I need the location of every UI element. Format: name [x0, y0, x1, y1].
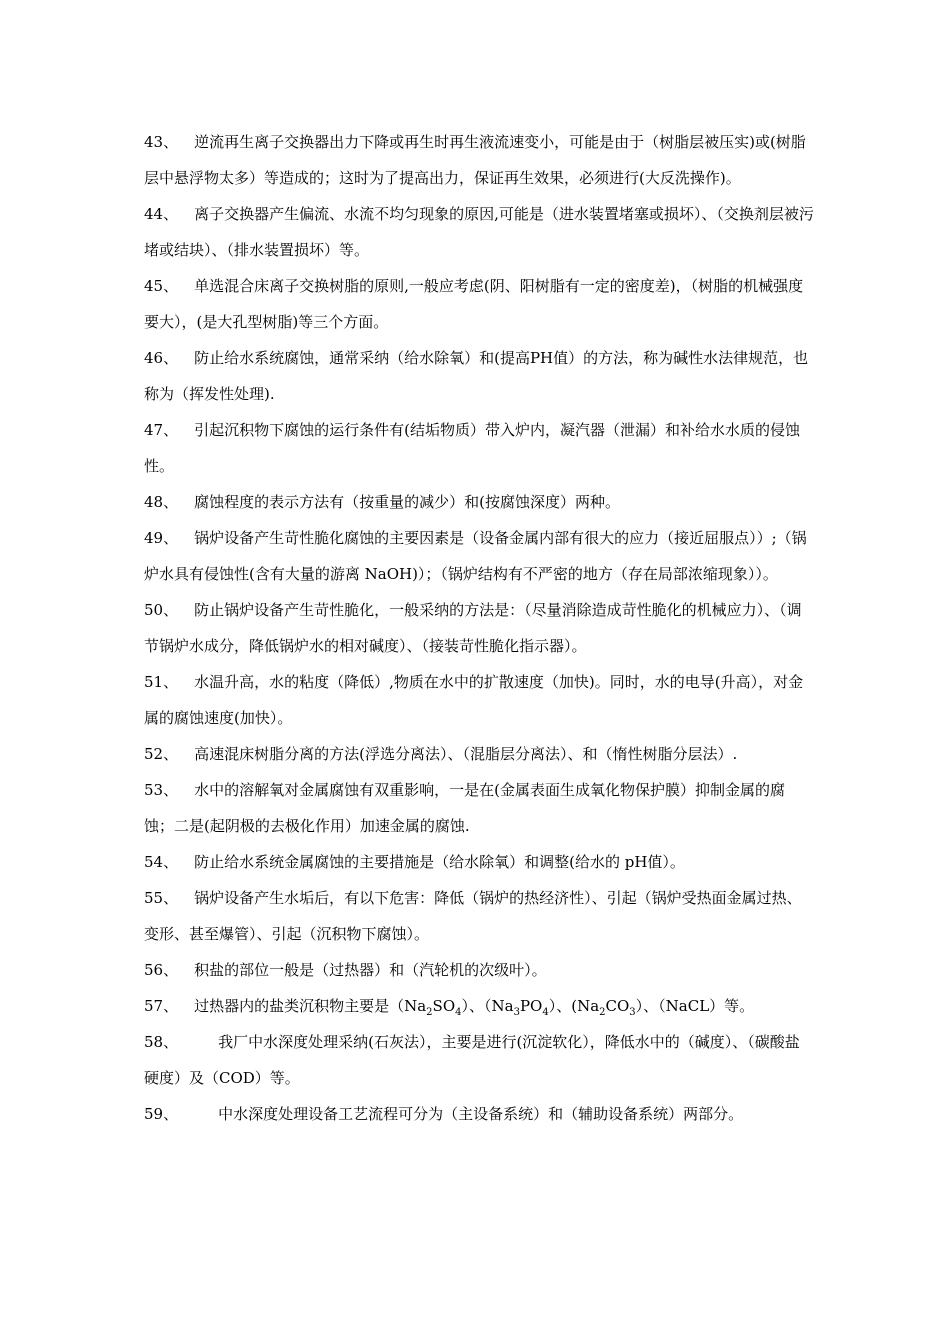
list-item	[144, 412, 814, 484]
item-text: 积盐的部位一般是（过热器）和（汽轮机的次级叶）。	[194, 961, 547, 979]
item-number: 43、	[144, 133, 179, 151]
item-number: 47、	[144, 421, 179, 439]
list-item	[144, 1096, 814, 1132]
item-number: 54、	[144, 853, 179, 871]
item-text: 水中的溶解氧对金属腐蚀有双重影响，一是在(金属表面生成氧化物保护膜）抑制金属的腐蚀；二是(起阴极的去极化作用）加速金属的腐蚀.	[144, 781, 785, 835]
item-number: 50、	[144, 601, 179, 619]
item-text: 过热器内的盐类沉积物主要是$(Na_2SO_4)$、$(Na_3PO_4)$、$(Na_2CO_3)$、（NaCL）等。	[194, 997, 755, 1018]
item-number: 52、	[144, 745, 179, 763]
item-number: 59、	[144, 1105, 179, 1123]
list-item	[144, 484, 814, 520]
item-number: 49、	[144, 529, 179, 547]
item-text: 引起沉积物下腐蚀的运行条件有(结垢物质）带入炉内，凝汽器（泄漏）和补给水水质的侵蚀性。	[144, 421, 800, 475]
list-item	[144, 1024, 814, 1096]
list-item	[144, 880, 814, 952]
item-text: 防止锅炉设备产生苛性脆化，一般采纳的方法是：（尽量消除造成苛性脆化的机械应力）、（调节锅炉水成分，降低锅炉水的相对碱度）、（接装苛性脆化指示器）。	[144, 601, 802, 655]
item-text: 锅炉设备产生苛性脆化腐蚀的主要因素是（设备金属内部有很大的应力（接近屈服点））;（锅炉水具有侵蚀性(含有大量的游离 NaOH)）；（锅炉结构有不严密的地方（存在局部浓缩现象））。	[144, 529, 807, 583]
list-item	[144, 340, 814, 412]
list-item	[144, 772, 814, 844]
list-item	[144, 952, 814, 988]
item-number: 44、	[144, 205, 179, 223]
list-item	[144, 844, 814, 880]
list-item	[144, 268, 814, 340]
item-text: 中水深度处理设备工艺流程可分为（主设备系统）和（辅助设备系统）两部分。	[218, 1105, 744, 1123]
item-number: 57、	[144, 997, 179, 1015]
list-item	[144, 592, 814, 664]
list-item	[144, 988, 814, 1024]
item-text: 单选混合床离子交换树脂的原则,一般应考虑(阴、阳树脂有一定的密度差)，（树脂的机械强度要大），(是大孔型树脂)等三个方面。	[144, 277, 804, 331]
item-number: 53、	[144, 781, 179, 799]
list-item	[144, 520, 814, 592]
item-text: 高速混床树脂分离的方法(浮选分离法）、（混脂层分离法）、和（惰性树脂分层法）.	[194, 745, 738, 763]
item-text: 我厂中水深度处理采纳(石灰法），主要是进行(沉淀软化），降低水中的（碱度）、（碳酸盐硬度）及（COD）等。	[144, 1033, 800, 1087]
item-number: 45、	[144, 277, 179, 295]
item-text: 离子交换器产生偏流、水流不均匀现象的原因,可能是（进水装置堵塞或损坏）、（交换剂层被污堵或结块）、（排水装置损坏）等。	[144, 205, 814, 259]
item-text: 逆流再生离子交换器出力下降或再生时再生液流速变小，可能是由于（树脂层被压实)或(树脂层中悬浮物太多）等造成的；这时为了提高出力，保证再生效果，必须进行(大反洗操作)。	[144, 133, 806, 187]
item-number: 48、	[144, 493, 179, 511]
item-number: 56、	[144, 961, 179, 979]
list-item	[144, 736, 814, 772]
item-number: 46、	[144, 349, 179, 367]
item-number: 55、	[144, 889, 179, 907]
list-item	[144, 664, 814, 736]
item-text: 水温升高，水的粘度（降低）,物质在水中的扩散速度（加快)。同时，水的电导(升高），对金属的腐蚀速度(加快）。	[144, 673, 804, 727]
item-number: 58、	[144, 1033, 179, 1051]
item-text: 腐蚀程度的表示方法有（按重量的减少）和(按腐蚀深度）两种。	[194, 493, 620, 511]
item-number: 51、	[144, 673, 179, 691]
item-text: 防止给水系统腐蚀，通常采纳（给水除氧）和(提高PH值）的方法，称为碱性水法律规范，也称为（挥发性处理).	[144, 349, 809, 403]
item-text: 防止给水系统金属腐蚀的主要措施是（给水除氧）和调整(给水的 pH值）。	[194, 853, 685, 871]
list-item	[144, 124, 814, 196]
item-text: 锅炉设备产生水垢后，有以下危害：降低（锅炉的热经济性）、引起（锅炉受热面金属过热、变形、甚至爆管）、引起（沉积物下腐蚀）。	[144, 889, 802, 943]
list-item	[144, 196, 814, 268]
document-body	[144, 124, 814, 1132]
